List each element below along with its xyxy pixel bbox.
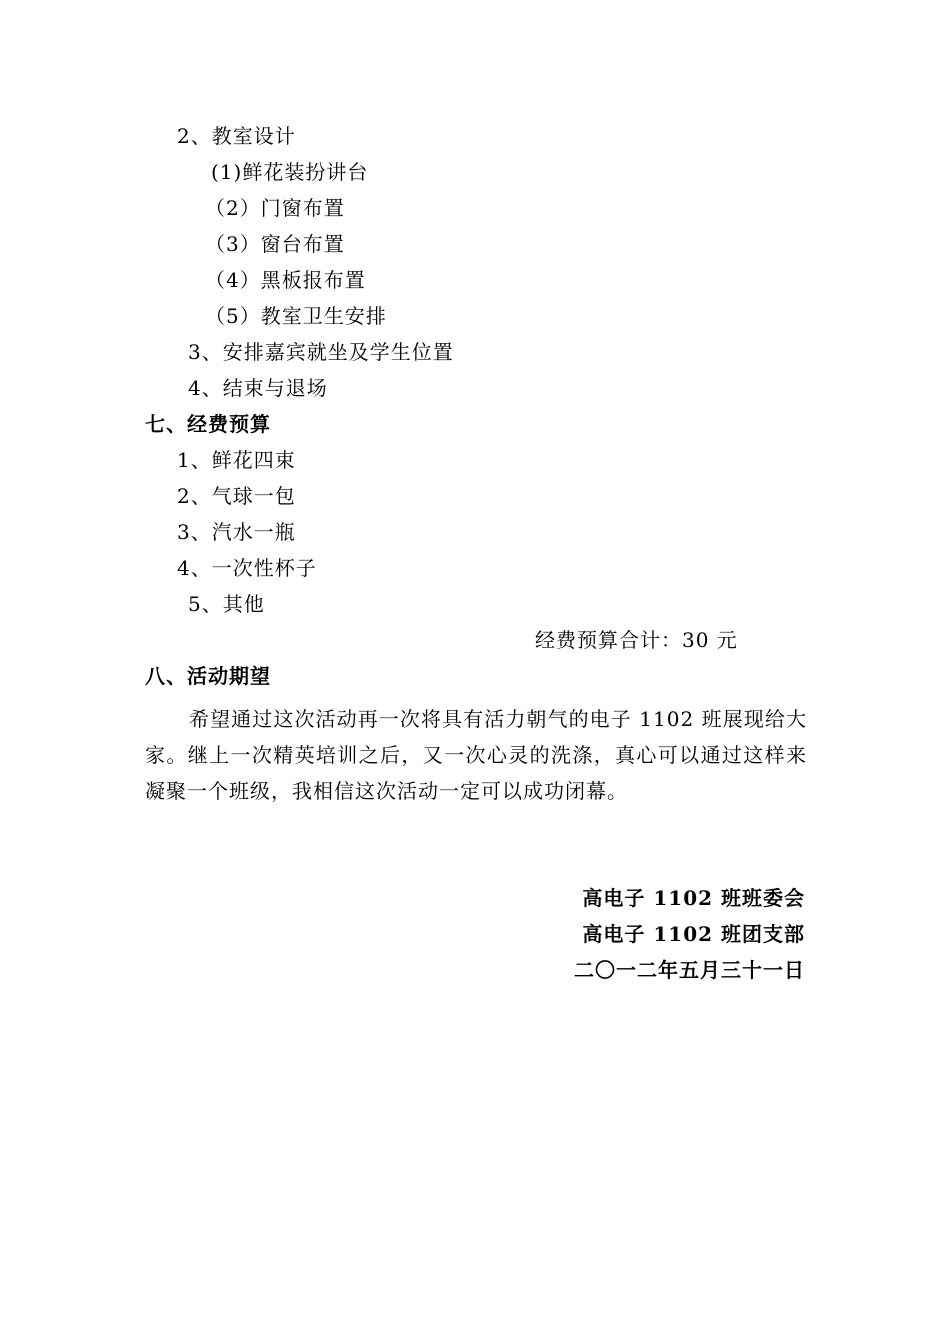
budget-item: 1、鲜花四束 bbox=[177, 448, 296, 472]
subitem-blackboard: （4）黑板报布置 bbox=[205, 268, 366, 292]
item-classroom-design: 2、教室设计 bbox=[177, 124, 296, 148]
expectation-heading: 八、活动期望 bbox=[145, 664, 271, 688]
budget-heading: 七、经费预算 bbox=[145, 412, 271, 436]
expectation-paragraph: 希望通过这次活动再一次将具有活力朝气的电子 1102 班展现给大家。继上一次精英培训之后，又一次心灵的洗涤，真心可以通过这样来凝聚一个班级，我相信这次活动一定可以成功闭幕。 bbox=[145, 707, 807, 803]
budget-item: 2、气球一包 bbox=[177, 484, 296, 508]
subitem-doors-windows: （2）门窗布置 bbox=[205, 196, 345, 220]
subitem-windowsill: （3）窗台布置 bbox=[205, 232, 345, 256]
budget-item: 4、一次性杯子 bbox=[177, 556, 317, 580]
item-closing: 4、结束与退场 bbox=[188, 376, 328, 400]
budget-item: 5、其他 bbox=[188, 592, 265, 616]
subitem-podium-flowers: (1)鲜花装扮讲台 bbox=[211, 160, 369, 184]
signature-date: 二〇一二年五月三十一日 bbox=[574, 958, 805, 982]
budget-total: 经费预算合计：30 元 bbox=[535, 628, 738, 652]
item-seating: 3、安排嘉宾就坐及学生位置 bbox=[188, 340, 454, 364]
signature-class-committee: 高电子 1102 班班委会 bbox=[582, 886, 805, 910]
signature-league-branch: 高电子 1102 班团支部 bbox=[582, 922, 805, 946]
budget-item: 3、汽水一瓶 bbox=[177, 520, 296, 544]
subitem-cleaning: （5）教室卫生安排 bbox=[205, 304, 387, 328]
